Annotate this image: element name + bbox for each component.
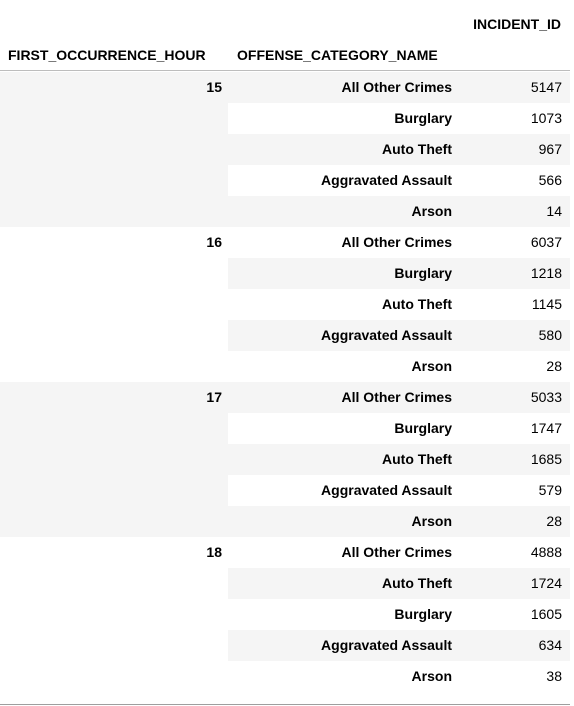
- hour-group: [0, 72, 570, 227]
- incident-count-cell: 1747: [530, 420, 562, 436]
- incident-count-cell: 1145: [531, 296, 562, 312]
- table-row: [228, 351, 570, 382]
- hour-group: [0, 537, 570, 692]
- hour-index-cell: [0, 227, 228, 382]
- hour-group: [0, 227, 570, 382]
- hour-label: 16: [206, 234, 222, 250]
- table-row: [228, 134, 570, 165]
- incident-count-cell: 1605: [530, 606, 562, 622]
- table-row: [228, 227, 570, 258]
- incident-count-cell: 14: [546, 203, 562, 219]
- header-divider: [0, 70, 570, 71]
- table-row: [228, 506, 570, 537]
- category-cell: Arson: [411, 513, 452, 529]
- hour-label: 18: [206, 544, 222, 560]
- category-cell: Aggravated Assault: [321, 482, 452, 498]
- bottom-divider: [0, 704, 570, 705]
- incident-count-cell: 967: [538, 141, 562, 157]
- table-row: [228, 165, 570, 196]
- incident-count-cell: 5147: [530, 79, 562, 95]
- hour-group: [0, 382, 570, 537]
- category-cell: Auto Theft: [382, 575, 452, 591]
- incident-count-cell: 1724: [530, 575, 562, 591]
- category-cell: All Other Crimes: [341, 79, 452, 95]
- table-row: [228, 475, 570, 506]
- incident-count-cell: 1073: [530, 110, 562, 126]
- incident-count-cell: 580: [538, 327, 562, 343]
- incident-count-cell: 579: [538, 482, 562, 498]
- hour-index-cell: [0, 537, 228, 692]
- table-row: [228, 537, 570, 568]
- category-cell: All Other Crimes: [341, 389, 452, 405]
- incident-count-cell: 1218: [530, 265, 562, 281]
- category-cell: Auto Theft: [382, 141, 452, 157]
- category-cell: All Other Crimes: [341, 544, 452, 560]
- table-row: [228, 320, 570, 351]
- column-header-incident-id: INCIDENT_ID: [473, 16, 561, 32]
- incident-count-cell: 566: [538, 172, 562, 188]
- incident-count-cell: 634: [538, 637, 562, 653]
- category-cell: Arson: [411, 203, 452, 219]
- category-cell: Burglary: [394, 265, 452, 281]
- table-row: [228, 444, 570, 475]
- incident-count-cell: 5033: [530, 389, 562, 405]
- table-body: [0, 72, 570, 692]
- hour-index-cell: [0, 72, 228, 227]
- table-row: [228, 413, 570, 444]
- category-cell: Aggravated Assault: [321, 327, 452, 343]
- category-cell: Burglary: [394, 110, 452, 126]
- category-cell: Auto Theft: [382, 451, 452, 467]
- category-cell: Arson: [411, 358, 452, 374]
- category-cell: Burglary: [394, 420, 452, 436]
- category-cell: All Other Crimes: [341, 234, 452, 250]
- hour-label: 15: [206, 79, 222, 95]
- category-cell: Arson: [411, 668, 452, 684]
- incident-count-cell: 28: [546, 513, 562, 529]
- table-row: [228, 196, 570, 227]
- table-row: [228, 661, 570, 692]
- index-header-offense-category-name: OFFENSE_CATEGORY_NAME: [237, 47, 438, 63]
- table-row: [228, 568, 570, 599]
- hour-index-cell: [0, 382, 228, 537]
- incident-count-cell: 28: [546, 358, 562, 374]
- table-row: [228, 382, 570, 413]
- category-cell: Aggravated Assault: [321, 637, 452, 653]
- incident-count-cell: 6037: [530, 234, 562, 250]
- table-row: [228, 599, 570, 630]
- incident-count-cell: 1685: [530, 451, 562, 467]
- category-cell: Aggravated Assault: [321, 172, 452, 188]
- table-row: [228, 103, 570, 134]
- table-row: [228, 258, 570, 289]
- table-row: [228, 289, 570, 320]
- category-cell: Auto Theft: [382, 296, 452, 312]
- category-cell: Burglary: [394, 606, 452, 622]
- index-header-first-occurrence-hour: FIRST_OCCURRENCE_HOUR: [8, 47, 206, 63]
- table-row: [228, 72, 570, 103]
- hour-label: 17: [206, 389, 222, 405]
- incident-count-cell: 4888: [530, 544, 562, 560]
- incident-count-cell: 38: [546, 668, 562, 684]
- table-row: [228, 630, 570, 661]
